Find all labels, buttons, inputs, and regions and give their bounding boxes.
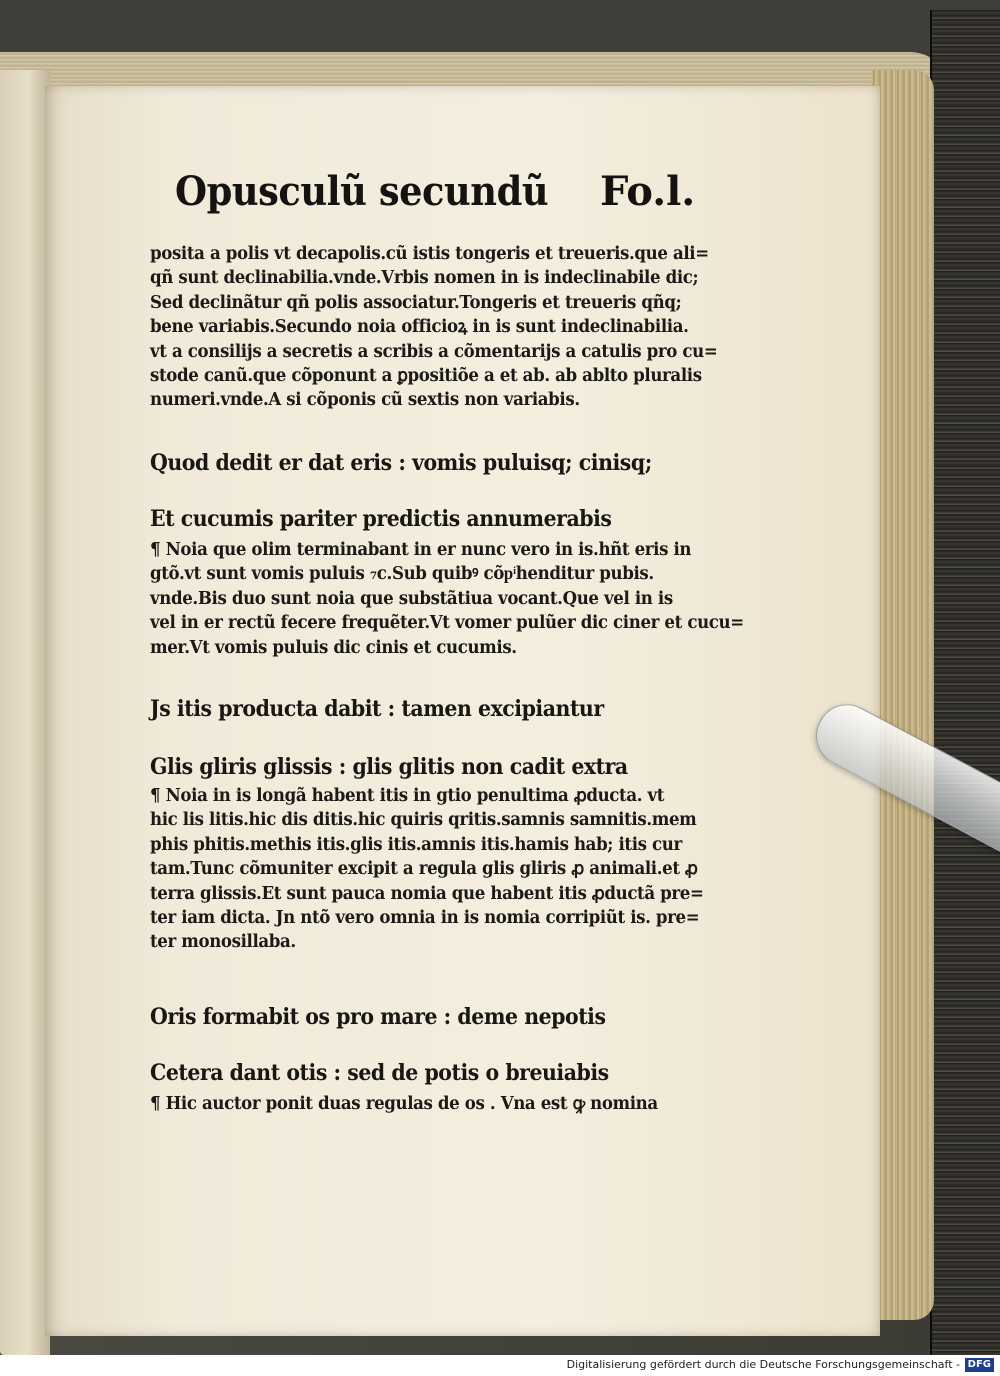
verse-line: Cetera dant otis : sed de potis o breuiabis [150, 1060, 609, 1086]
text-line: vnde.Bis duo sunt noia que substãtiua vocant.Que vel in is [150, 588, 673, 609]
verse-block [150, 506, 740, 532]
text-line: hic lis litis.hic dis ditis.hic quiris qritis.samnis samnitis.mem [150, 810, 697, 831]
text-line: phis phitis.methis itis.glis itis.amnis itis.hamis hab; itis cur [150, 834, 682, 855]
verse-line: Glis gliris glissis : glis glitis non cadit extra [150, 754, 628, 780]
verse-block [150, 450, 740, 476]
funding-credit: Digitalisierung gefördert durch die Deutsche Forschungsgemeinschaft - [566, 1358, 960, 1371]
text-line: ¶ Noia in is longã habent itis in gtio penultima ꝓducta. vt [150, 786, 665, 806]
running-title: Opusculũ secundũ [175, 168, 549, 215]
verse-line: Oris formabit os pro mare : deme nepotis [150, 1004, 606, 1030]
text-line: terra glissis.Et sunt pauca nomia que habent itis ꝓductã pre= [150, 883, 704, 904]
text-line: gtõ.vt sunt vomis puluis ₇c.Sub quibꝰ cõpͥhenditur pubis. [150, 564, 654, 585]
prose-block [150, 1092, 740, 1116]
verse-block [150, 696, 740, 722]
verse-block [150, 754, 740, 780]
text-line: ¶ Noia que olim terminabant in er nunc vero in is.hñt eris in [150, 540, 692, 560]
text-line: ¶ Hic auctor ponit duas regulas de os . Vna est ꝙ nomina [150, 1094, 658, 1114]
text-line: Sed declinãtur qñ polis associatur.Tongeris et treueris qñq; [150, 292, 682, 313]
text-line: bene variabis.Secundo noia officioꝝ in is sunt indeclinabilia. [150, 317, 689, 338]
verse-block [150, 1060, 740, 1086]
text-line: ter iam dicta. Jn ntõ vero omnia in is nomia corripiũt is. pre= [150, 908, 700, 929]
folio-number: Fo.l. [600, 168, 696, 215]
text-line: mer.Vt vomis puluis dic cinis et cucumis. [150, 637, 517, 658]
page-stack-right [872, 70, 934, 1320]
verse-line: Quod dedit er dat eris : vomis puluisq; cinisq; [150, 450, 652, 476]
verse-line: Et cucumis pariter predictis annumerabis [150, 506, 612, 532]
text-line: vt a consilijs a secretis a scribis a cõmentarijs a catulis pro cu= [150, 341, 718, 362]
text-line: tam.Tunc cõmuniter excipit a regula glis gliris ꝓ animali.et ꝓ [150, 859, 698, 880]
prose-block [150, 242, 740, 413]
text-line: numeri.vnde.A si cõponis cũ sextis non variabis. [150, 390, 580, 411]
text-line: vel in er rectũ fecere frequẽter.Vt vomer pulũer dic ciner et cucu= [150, 613, 744, 634]
left-page-edge [0, 70, 50, 1355]
text-line: stode canũ.que cõponunt a ꝑpositiõe a et ab. ab ablto pluralis [150, 366, 702, 387]
dfg-logo: DFG [965, 1358, 994, 1372]
prose-block [150, 784, 740, 955]
prose-block [150, 538, 744, 660]
text-line: qñ sunt declinabilia.vnde.Vrbis nomen in is indeclinabile dic; [150, 268, 699, 289]
text-line: posita a polis vt decapolis.cũ istis tongeris et treueris.que ali= [150, 244, 709, 264]
book-cover-top [0, 0, 1000, 52]
verse-block [150, 1004, 740, 1030]
text-line: ter monosillaba. [150, 932, 296, 953]
verse-line: Js itis producta dabit : tamen excipiantur [150, 696, 604, 722]
book-cover-right [930, 10, 1000, 1355]
